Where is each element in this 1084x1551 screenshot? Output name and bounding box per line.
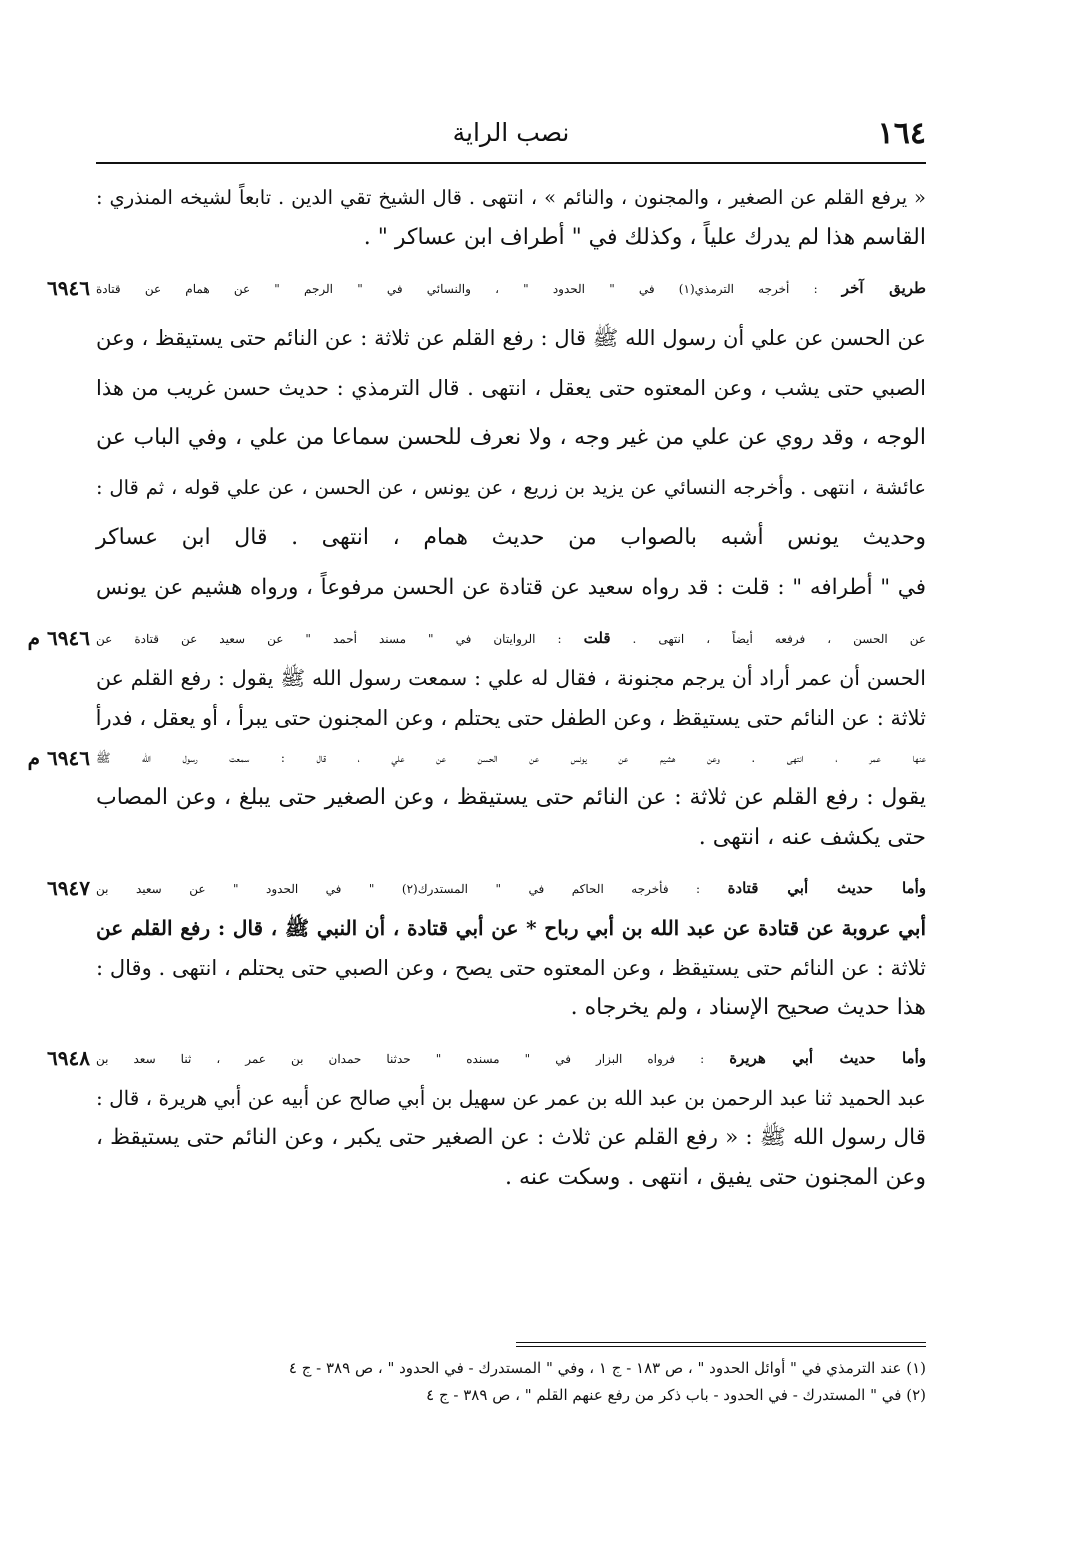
hadith-number: ٦٩٤٨: [47, 1046, 90, 1070]
hadith-number: ٦٩٤٦ م: [27, 746, 90, 770]
section-heading: وأما حديث أبي قتادة: [727, 879, 926, 897]
text-line: القاسم هذا لم يدرك علياً ، وكذلك في " أطراف ابن عساكر " .: [363, 225, 926, 250]
text-line: في " أطرافه " : قلت : قد رواه سعيد عن قتادة عن الحسن مرفوعاً ، ورواه هشيم عن يونس: [96, 575, 926, 600]
text-line: قال رسول الله ﷺ : « رفع القلم عن ثلاث : عن الصغير حتى يكبر ، وعن النائم حتى يستيقظ ،: [96, 1125, 926, 1150]
text-line: ثلاثة : عن النائم حتى يستيقظ ، وعن الطفل حتى يحتلم ، وعن المجنون حتى يبرأ ، أو يعقل ، فدرأ: [95, 706, 926, 730]
footnote-rule: [516, 1346, 926, 1347]
page-number: ١٦٤: [877, 116, 926, 151]
hadith-number: ٦٩٤٧: [47, 876, 90, 900]
text-line: ثلاثة : عن النائم حتى يستيقظ ، وعن المعتوه حتى يصح ، وعن الصبي حتى يحتلم ، انتهى . وقال :: [96, 956, 926, 980]
page-header: [96, 108, 926, 160]
footnote: (١) عند الترمذي في " أوائل الحدود " ، ص ١٨٣ - ج ١ ، وفي " المستدرك - في الحدود " ، ص ٣٨٩ - ج ٤: [288, 1359, 926, 1377]
hadith-entry-line: ٦٩٤٦ طريق آخر : أخرجه الترمذي(١) في " الحدود " ، والنسائي في " الرجم " عن همام عن قتادة: [96, 268, 926, 308]
text-line: « يرفع القلم عن الصغير ، والمجنون ، والنائم » ، انتهى . قال الشيخ تقي الدين . تابعاً لشيخه المنذري :: [96, 186, 926, 209]
hadith-entry-line: ٦٩٤٦ م عنها عمر ، انتهى . وعن هشيم عن يونس عن الحسن عن علي ، قال : سمعت رسول الله ﷺ: [96, 738, 926, 778]
hadith-entry-line: ٦٩٤٧ وأما حديث أبي قتادة : فأخرجه الحاكم في " المستدرك(٢) " في الحدود " عن سعيد بن: [96, 868, 926, 908]
main-text: [27, 178, 927, 1198]
text-line: عن الحسن عن علي أن رسول الله ﷺ قال : رفع القلم عن ثلاثة : عن النائم حتى يستيقظ ، وعن: [96, 326, 926, 350]
section-heading: طريق آخر: [841, 279, 926, 297]
running-title: نصب الراية: [452, 118, 570, 147]
footnotes: [96, 1342, 926, 1409]
text-line: عبد الحميد ثنا عبد الرحمن بن عبد الله بن عمر عن سهيل بن أبي صالح عن أبيه عن أبي هريرة ، قال :: [96, 1086, 926, 1110]
text-line: الوجه ، وقد روي عن علي من غير وجه ، ولا نعرف للحسن سماعا من علي ، وفي الباب عن: [96, 425, 926, 450]
hadith-number: ٦٩٤٦ م: [27, 626, 90, 650]
text-line: يقول : رفع القلم عن ثلاثة : عن النائم حتى يستيقظ ، وعن الصغير حتى يبلغ ، وعن المصاب: [96, 785, 926, 810]
footnote: (٢) في " المستدرك - في الحدود - باب ذكر من رفع عنهم القلم " ، ص ٣٨٩ - ج ٤: [426, 1386, 926, 1404]
text-line: حتى يكشف عنه ، انتهى .: [698, 825, 926, 850]
text-line: عائشة ، انتهى . وأخرجه النسائي عن يزيد بن زريع ، عن يونس ، عن الحسن ، عن علي قوله ، ثم قال :: [96, 476, 926, 499]
text-line: هذا حديث صحيح الإسناد ، ولم يخرجاه .: [570, 995, 926, 1020]
hadith-entry-line: ٦٩٤٦ م عن الحسن ، فرفعه أيضاً ، انتهى . قلت : الروايتان في " مسند أحمد " عن سعيد عن قتادة عن: [96, 618, 926, 658]
hadith-entry-line: ٦٩٤٨ وأما حديث أبي هريرة : فرواه البزار في " مسنده " حدثنا حمدان بن عمر ، ثنا سعد بن: [96, 1038, 926, 1078]
text-line: وحديث يونس أشبه بالصواب من حديث همام ، انتهى . قال ابن عساكر: [96, 525, 926, 550]
inline-heading: قلت: [583, 629, 611, 647]
text-line: أبي عروبة عن قتادة عن عبد الله بن أبي رباح * عن أبي قتادة ، أن النبي ﷺ ، قال : رفع القلم عن: [96, 916, 926, 940]
footnote-rule: [516, 1342, 926, 1343]
header-rule: [96, 162, 926, 164]
section-heading: وأما حديث أبي هريرة: [729, 1049, 927, 1067]
hadith-number: ٦٩٤٦: [47, 276, 90, 300]
text-line: الصبي حتى يشب ، وعن المعتوه حتى يعقل ، انتهى . قال الترمذي : حديث حسن غريب من هذا: [96, 376, 926, 400]
text-line: وعن المجنون حتى يفيق ، انتهى . وسكت عنه .: [505, 1165, 926, 1190]
text-line: الحسن أن عمر أراد أن يرجم مجنونة ، فقال له علي : سمعت رسول الله ﷺ يقول : رفع القلم عن: [96, 666, 926, 690]
